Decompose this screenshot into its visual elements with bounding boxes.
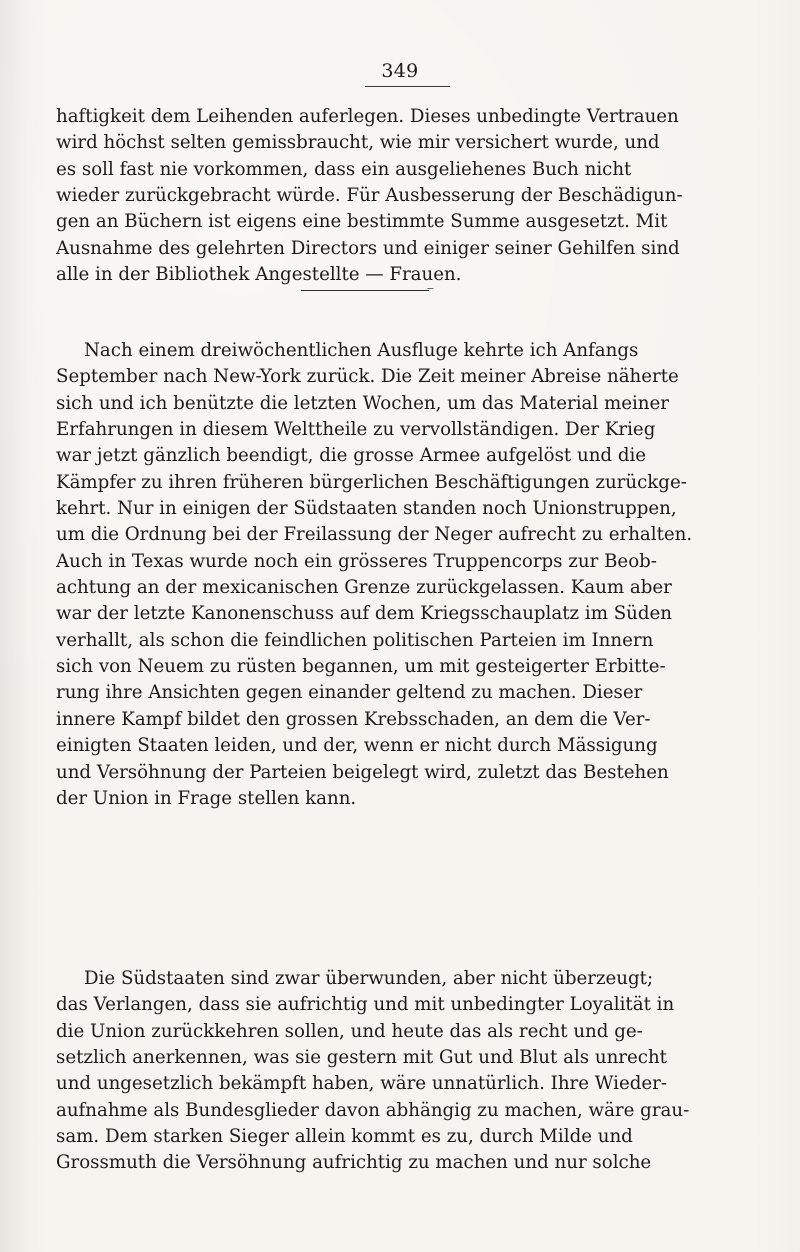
paragraph-1-line-5: gen an Büchern ist eigens eine bestimmte Summe ausgesetzt. Mit	[56, 211, 668, 233]
paragraph-2-line-1: Nach einem dreiwöchentlichen Ausfluge kehrte ich Anfangs	[84, 340, 639, 361]
paragraph-2-line-10: achtung an der mexicanischen Grenze zurückgelassen. Kaum aber	[56, 577, 672, 599]
paragraph-3-line-2: das Verlangen, dass sie aufrichtig und mit unbedingter Loyalität in	[56, 994, 675, 1016]
paragraph-3-line-7: sam. Dem starken Sieger allein kommt es zu, durch Milde und	[56, 1126, 633, 1148]
paragraph-2-line-12: verhallt, als schon die feindlichen politischen Parteien im Innern	[56, 629, 654, 651]
paragraph-2-line-16: einigten Staaten leiden, und der, wenn er nicht durch Mässigung	[56, 735, 658, 757]
paragraph-2-line-15: innere Kampf bildet den grossen Krebsschaden, an dem die Ver-	[56, 708, 651, 730]
paragraph-1-line-1: haftigkeit dem Leihenden auferlegen. Dieses unbedingte Vertrauen	[56, 106, 679, 127]
paragraph-2-line-13: sich von Neuem zu rüsten begannen, um mit gesteigerter Erbitte-	[56, 656, 666, 678]
paragraph-3-line-4: setzlich anerkennen, was sie gestern mit Gut und Blut als unrecht	[56, 1047, 667, 1069]
paragraph-2-line-5: war jetzt gänzlich beendigt, die grosse Armee aufgelöst und die	[56, 445, 647, 467]
paragraph-3-line-5: und ungesetzlich bekämpft haben, wäre unnatürlich. Ihre Wieder-	[56, 1073, 667, 1095]
paragraph-1-line-2: wird höchst selten gemissbraucht, wie mir versichert wurde, und	[56, 132, 660, 154]
paragraph-1-line-7: alle in der Bibliothek Angestellte — Frauen.	[56, 264, 462, 286]
paragraph-2-line-4: Erfahrungen in diesem Welttheile zu vervollständigen. Der Krieg	[56, 419, 656, 441]
paragraph-3-line-8: Grossmuth die Versöhnung aufrichtig zu machen und nur solche	[56, 1152, 652, 1174]
paragraph-2-line-7: kehrt. Nur in einigen der Südstaaten standen noch Unionstruppen,	[56, 498, 677, 520]
paragraph-1-line-3: es soll fast nie vorkommen, dass ein ausgeliehenes Buch nicht	[56, 158, 632, 180]
page-number-underline	[365, 86, 450, 87]
paragraph-2-line-9: Auch in Texas wurde noch ein grösseres Truppencorps zur Beob-	[56, 550, 657, 572]
paragraph-3	[56, 966, 746, 1177]
paragraph-2-line-18: der Union in Frage stellen kann.	[56, 787, 357, 809]
paragraph-2-line-8: um die Ordnung bei der Freilassung der Neger aufrecht zu erhalten.	[56, 524, 693, 546]
paragraph-1-line-6: Ausnahme des gelehrten Directors und einiger seiner Gehilfen sind	[56, 237, 680, 259]
paragraph-2-line-6: Kämpfer zu ihren früheren bürgerlichen Beschäftigungen zurückge-	[56, 471, 687, 493]
paragraph-3-line-6: aufnahme als Bundesglieder davon abhängig zu machen, wäre grau-	[56, 1099, 690, 1121]
paragraph-1	[56, 104, 746, 288]
paragraph-3-line-3: die Union zurückkehren sollen, und heute das als recht und ge-	[56, 1020, 643, 1042]
paragraph-2	[56, 338, 746, 812]
page-number: 349	[381, 60, 419, 82]
page-edge-shadow	[0, 0, 30, 1252]
paragraph-2-line-3: sich und ich benützte die letzten Wochen, um das Material meiner	[56, 392, 669, 414]
paragraph-2-line-17: und Versöhnung der Parteien beigelegt wird, zuletzt das Bestehen	[56, 761, 669, 783]
paragraph-3-line-1: Die Südstaaten sind zwar überwunden, aber nicht überzeugt;	[84, 968, 654, 989]
paragraph-1-line-4: wieder zurückgebracht würde. Für Ausbesserung der Beschädigun-	[56, 185, 683, 207]
paragraph-2-line-2: September nach New-York zurück. Die Zeit meiner Abreise näherte	[56, 366, 679, 388]
paragraph-2-line-11: war der letzte Kanonenschuss auf dem Kriegsschauplatz im Süden	[56, 603, 673, 625]
paragraph-2-line-14: rung ihre Ansichten gegen einander geltend zu machen. Dieser	[56, 682, 643, 704]
section-divider-rule	[301, 290, 429, 291]
